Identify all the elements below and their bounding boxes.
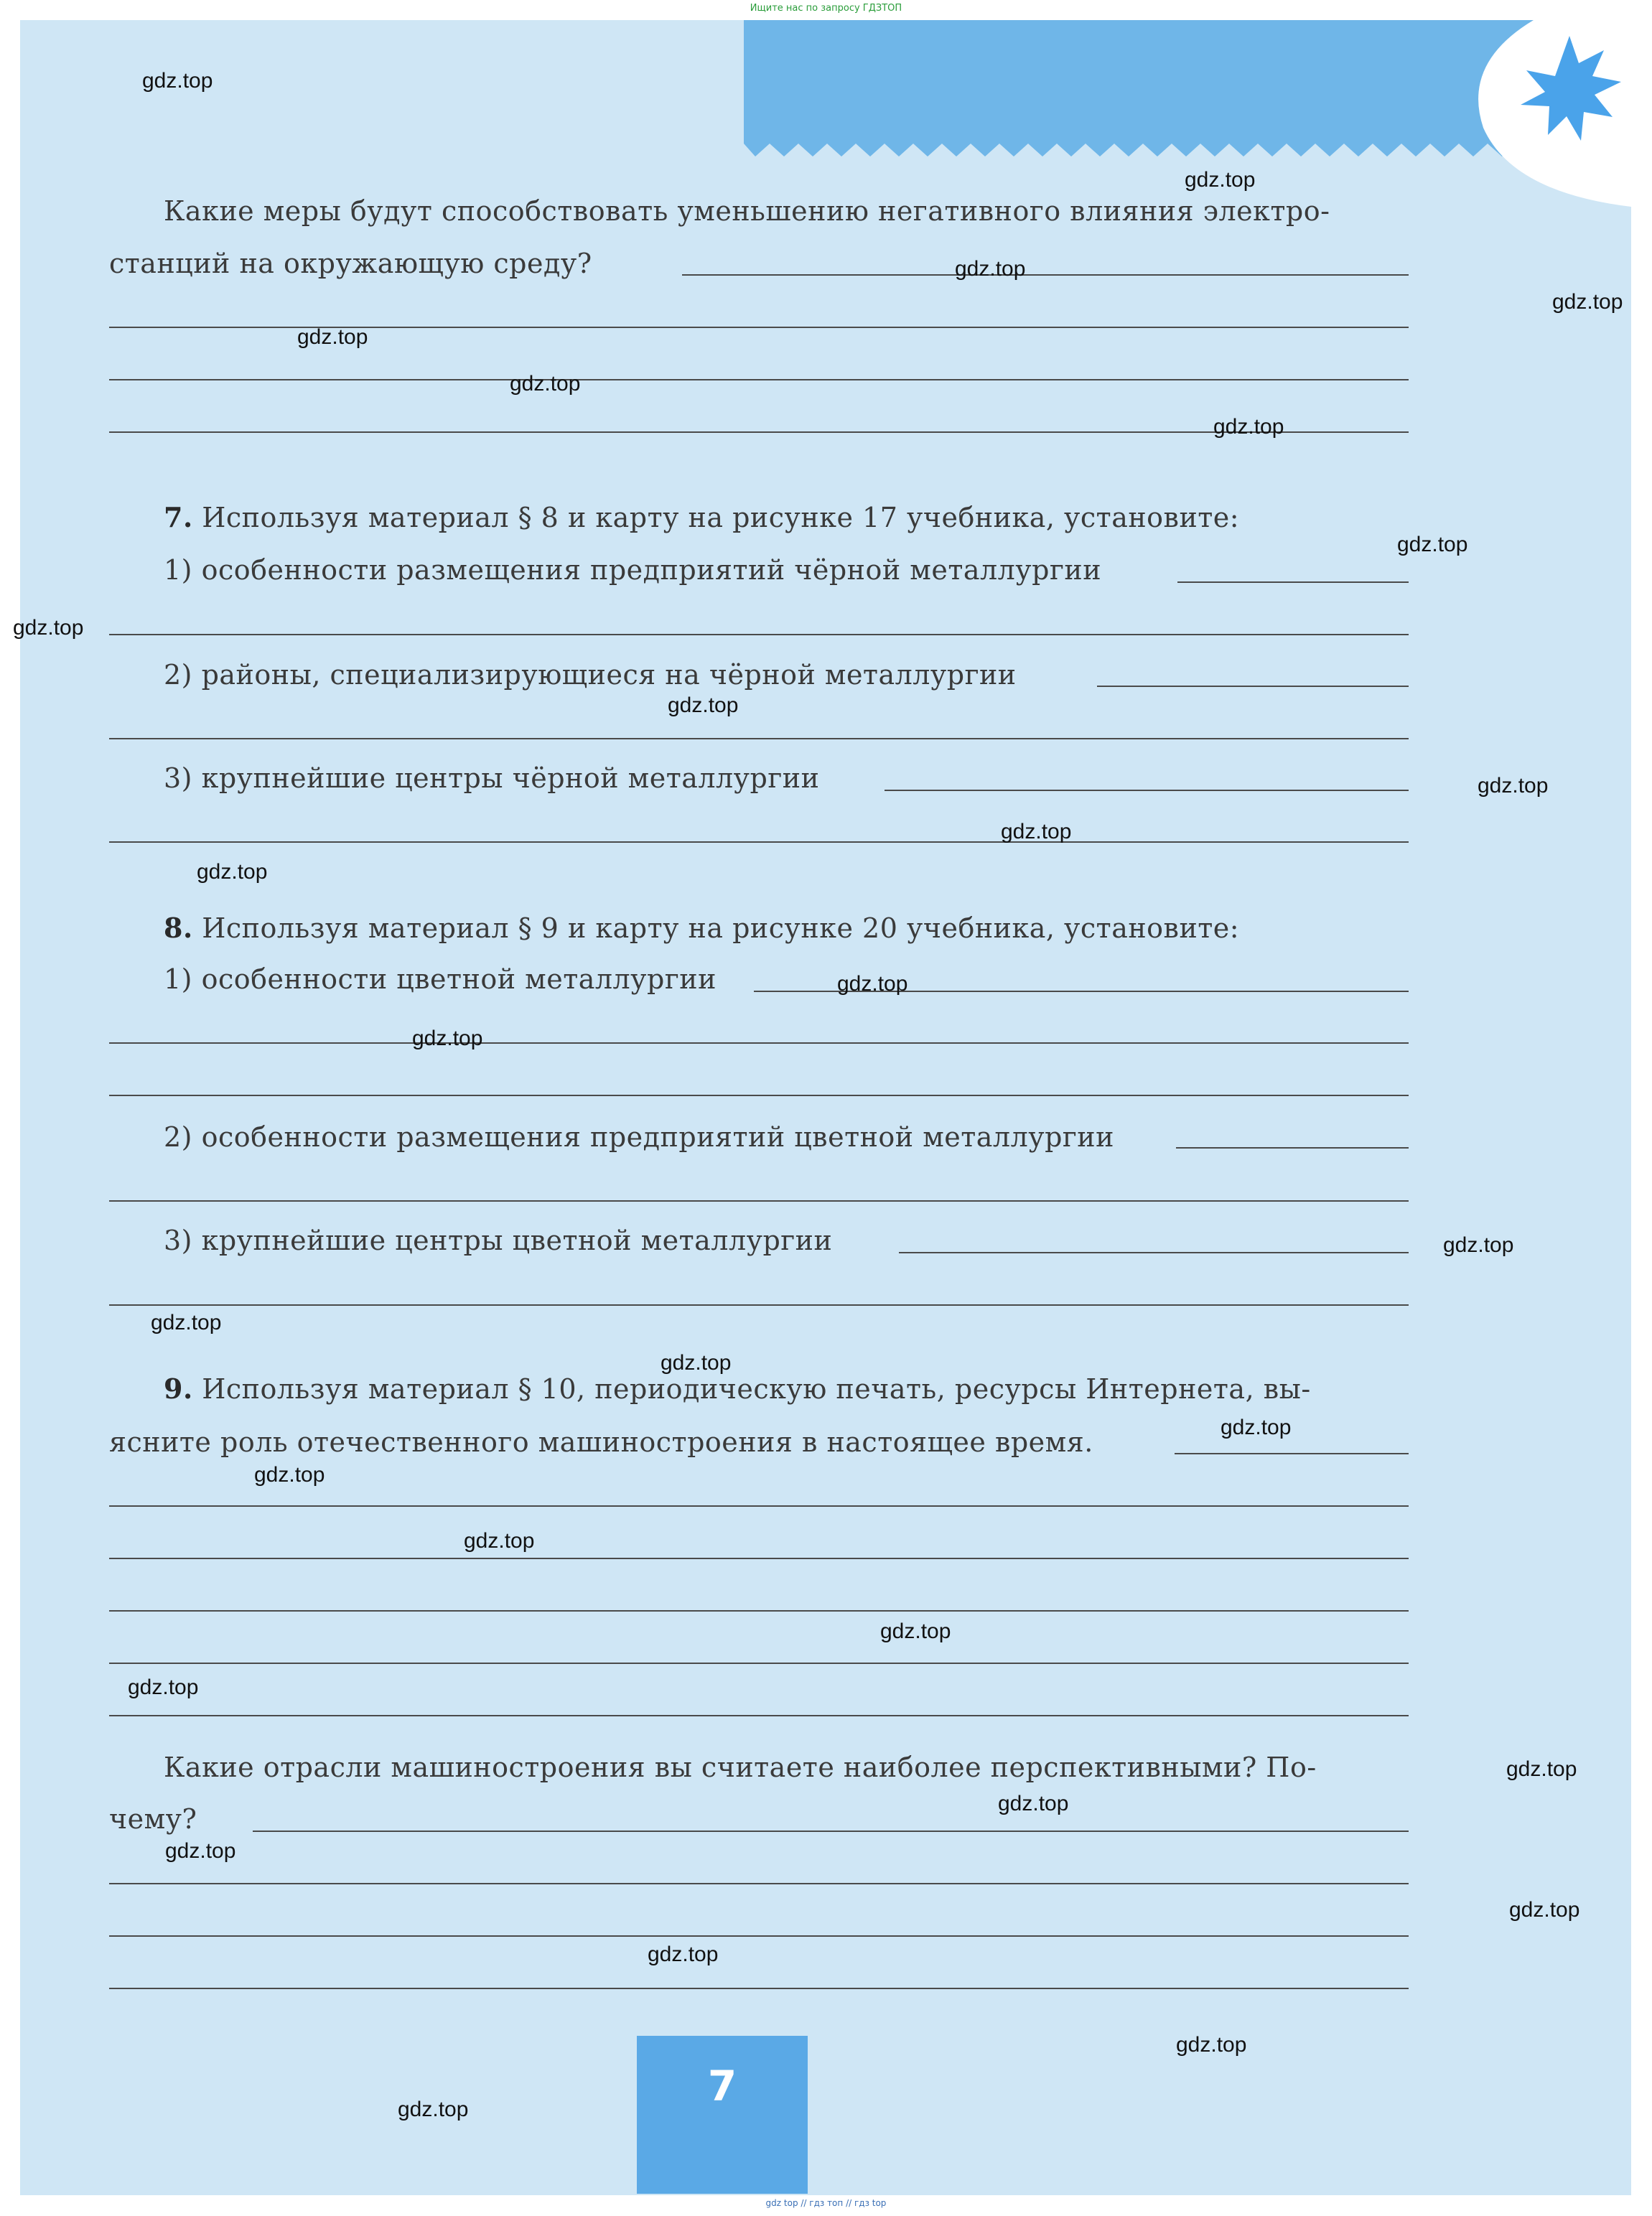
watermark: gdz.top bbox=[128, 1675, 199, 1699]
answer-line[interactable] bbox=[109, 1883, 1409, 1884]
q-energy-line1: Какие меры будут способствовать уменьшению негативного влияния электро- bbox=[164, 195, 1330, 227]
top-search-note: Ищите нас по запросу ГДЗТОП bbox=[750, 3, 902, 14]
workbook-page bbox=[20, 20, 1631, 2195]
q8-item3: 3) крупнейшие центры цветной металлургии bbox=[164, 1225, 833, 1256]
answer-line[interactable] bbox=[109, 1558, 1409, 1559]
watermark: gdz.top bbox=[464, 1529, 535, 1553]
q7-intro: 7. Используя материал § 8 и карту на рисунке 17 учебника, установите: bbox=[164, 501, 1240, 533]
answer-line[interactable] bbox=[109, 1304, 1409, 1306]
watermark: gdz.top bbox=[668, 693, 739, 717]
answer-line[interactable] bbox=[109, 1663, 1409, 1664]
answer-line[interactable] bbox=[253, 1831, 1409, 1832]
q-machine-line2: чему? bbox=[109, 1803, 197, 1835]
watermark: gdz.top bbox=[648, 1942, 719, 1966]
watermark: gdz.top bbox=[398, 2098, 469, 2121]
answer-line[interactable] bbox=[109, 1610, 1409, 1612]
answer-line[interactable] bbox=[899, 1252, 1409, 1253]
answer-line[interactable] bbox=[1097, 686, 1409, 687]
watermark: gdz.top bbox=[1443, 1233, 1514, 1257]
watermark: gdz.top bbox=[1185, 168, 1256, 192]
answer-line[interactable] bbox=[109, 1988, 1409, 1989]
watermark: gdz.top bbox=[955, 257, 1026, 281]
answer-line[interactable] bbox=[109, 1042, 1409, 1044]
watermark: gdz.top bbox=[412, 1027, 483, 1050]
q7-item3: 3) крупнейшие центры чёрной металлургии bbox=[164, 762, 820, 794]
watermark: gdz.top bbox=[13, 616, 84, 640]
q9-line1: 9. Используя материал § 10, периодическую печать, ресурсы Интернета, вы- bbox=[164, 1373, 1311, 1405]
answer-line[interactable] bbox=[682, 274, 1409, 276]
watermark: gdz.top bbox=[1176, 2033, 1247, 2057]
answer-line[interactable] bbox=[1175, 1453, 1409, 1454]
watermark: gdz.top bbox=[1001, 820, 1072, 843]
answer-line[interactable] bbox=[109, 1095, 1409, 1096]
page-number-box bbox=[637, 2036, 808, 2194]
page-number: 7 bbox=[707, 2062, 737, 2110]
q8-item2: 2) особенности размещения предприятий цветной металлургии bbox=[164, 1121, 1114, 1153]
answer-line[interactable] bbox=[109, 379, 1409, 380]
watermark: gdz.top bbox=[1506, 1757, 1577, 1781]
q7-item2: 2) районы, специализирующиеся на чёрной металлургии bbox=[164, 659, 1017, 691]
answer-line[interactable] bbox=[109, 1935, 1409, 1937]
sun-icon bbox=[1440, 20, 1631, 207]
answer-line[interactable] bbox=[109, 841, 1409, 843]
q-machine-line1: Какие отрасли машиностроения вы считаете наиболее перспективными? По- bbox=[164, 1752, 1317, 1783]
watermark: gdz.top bbox=[1221, 1416, 1292, 1439]
q-energy-line2: станций на окружающую среду? bbox=[109, 248, 592, 279]
watermark: gdz.top bbox=[151, 1311, 222, 1334]
answer-line[interactable] bbox=[885, 790, 1409, 791]
answer-line[interactable] bbox=[109, 1715, 1409, 1716]
watermark: gdz.top bbox=[510, 372, 581, 396]
watermark: gdz.top bbox=[661, 1351, 732, 1375]
answer-line[interactable] bbox=[109, 1200, 1409, 1202]
watermark: gdz.top bbox=[880, 1619, 951, 1643]
q8-intro: 8. Используя материал § 9 и карту на рисунке 20 учебника, установите: bbox=[164, 912, 1240, 944]
watermark: gdz.top bbox=[197, 860, 268, 884]
answer-line[interactable] bbox=[109, 634, 1409, 635]
watermark: gdz.top bbox=[1478, 774, 1549, 798]
watermark: gdz.top bbox=[297, 325, 368, 349]
answer-line[interactable] bbox=[109, 1505, 1409, 1507]
answer-line[interactable] bbox=[109, 738, 1409, 739]
watermark: gdz.top bbox=[254, 1463, 325, 1487]
watermark: gdz.top bbox=[837, 972, 908, 996]
watermark: gdz.top bbox=[1397, 533, 1468, 556]
q8-item1: 1) особенности цветной металлургии bbox=[164, 963, 717, 995]
answer-line[interactable] bbox=[1176, 1147, 1409, 1149]
q9-line2: ясните роль отечественного машиностроения в настоящее время. bbox=[109, 1426, 1093, 1458]
watermark: gdz.top bbox=[142, 69, 213, 93]
watermark: gdz.top bbox=[1552, 290, 1623, 314]
bottom-note: gdz top // гдз топ // гдз top bbox=[765, 2198, 887, 2208]
watermark: gdz.top bbox=[1213, 415, 1284, 439]
answer-line[interactable] bbox=[1177, 581, 1409, 583]
watermark: gdz.top bbox=[998, 1792, 1069, 1815]
q7-item1: 1) особенности размещения предприятий чёрной металлургии bbox=[164, 554, 1102, 586]
watermark: gdz.top bbox=[1509, 1898, 1580, 1922]
watermark: gdz.top bbox=[165, 1839, 236, 1863]
